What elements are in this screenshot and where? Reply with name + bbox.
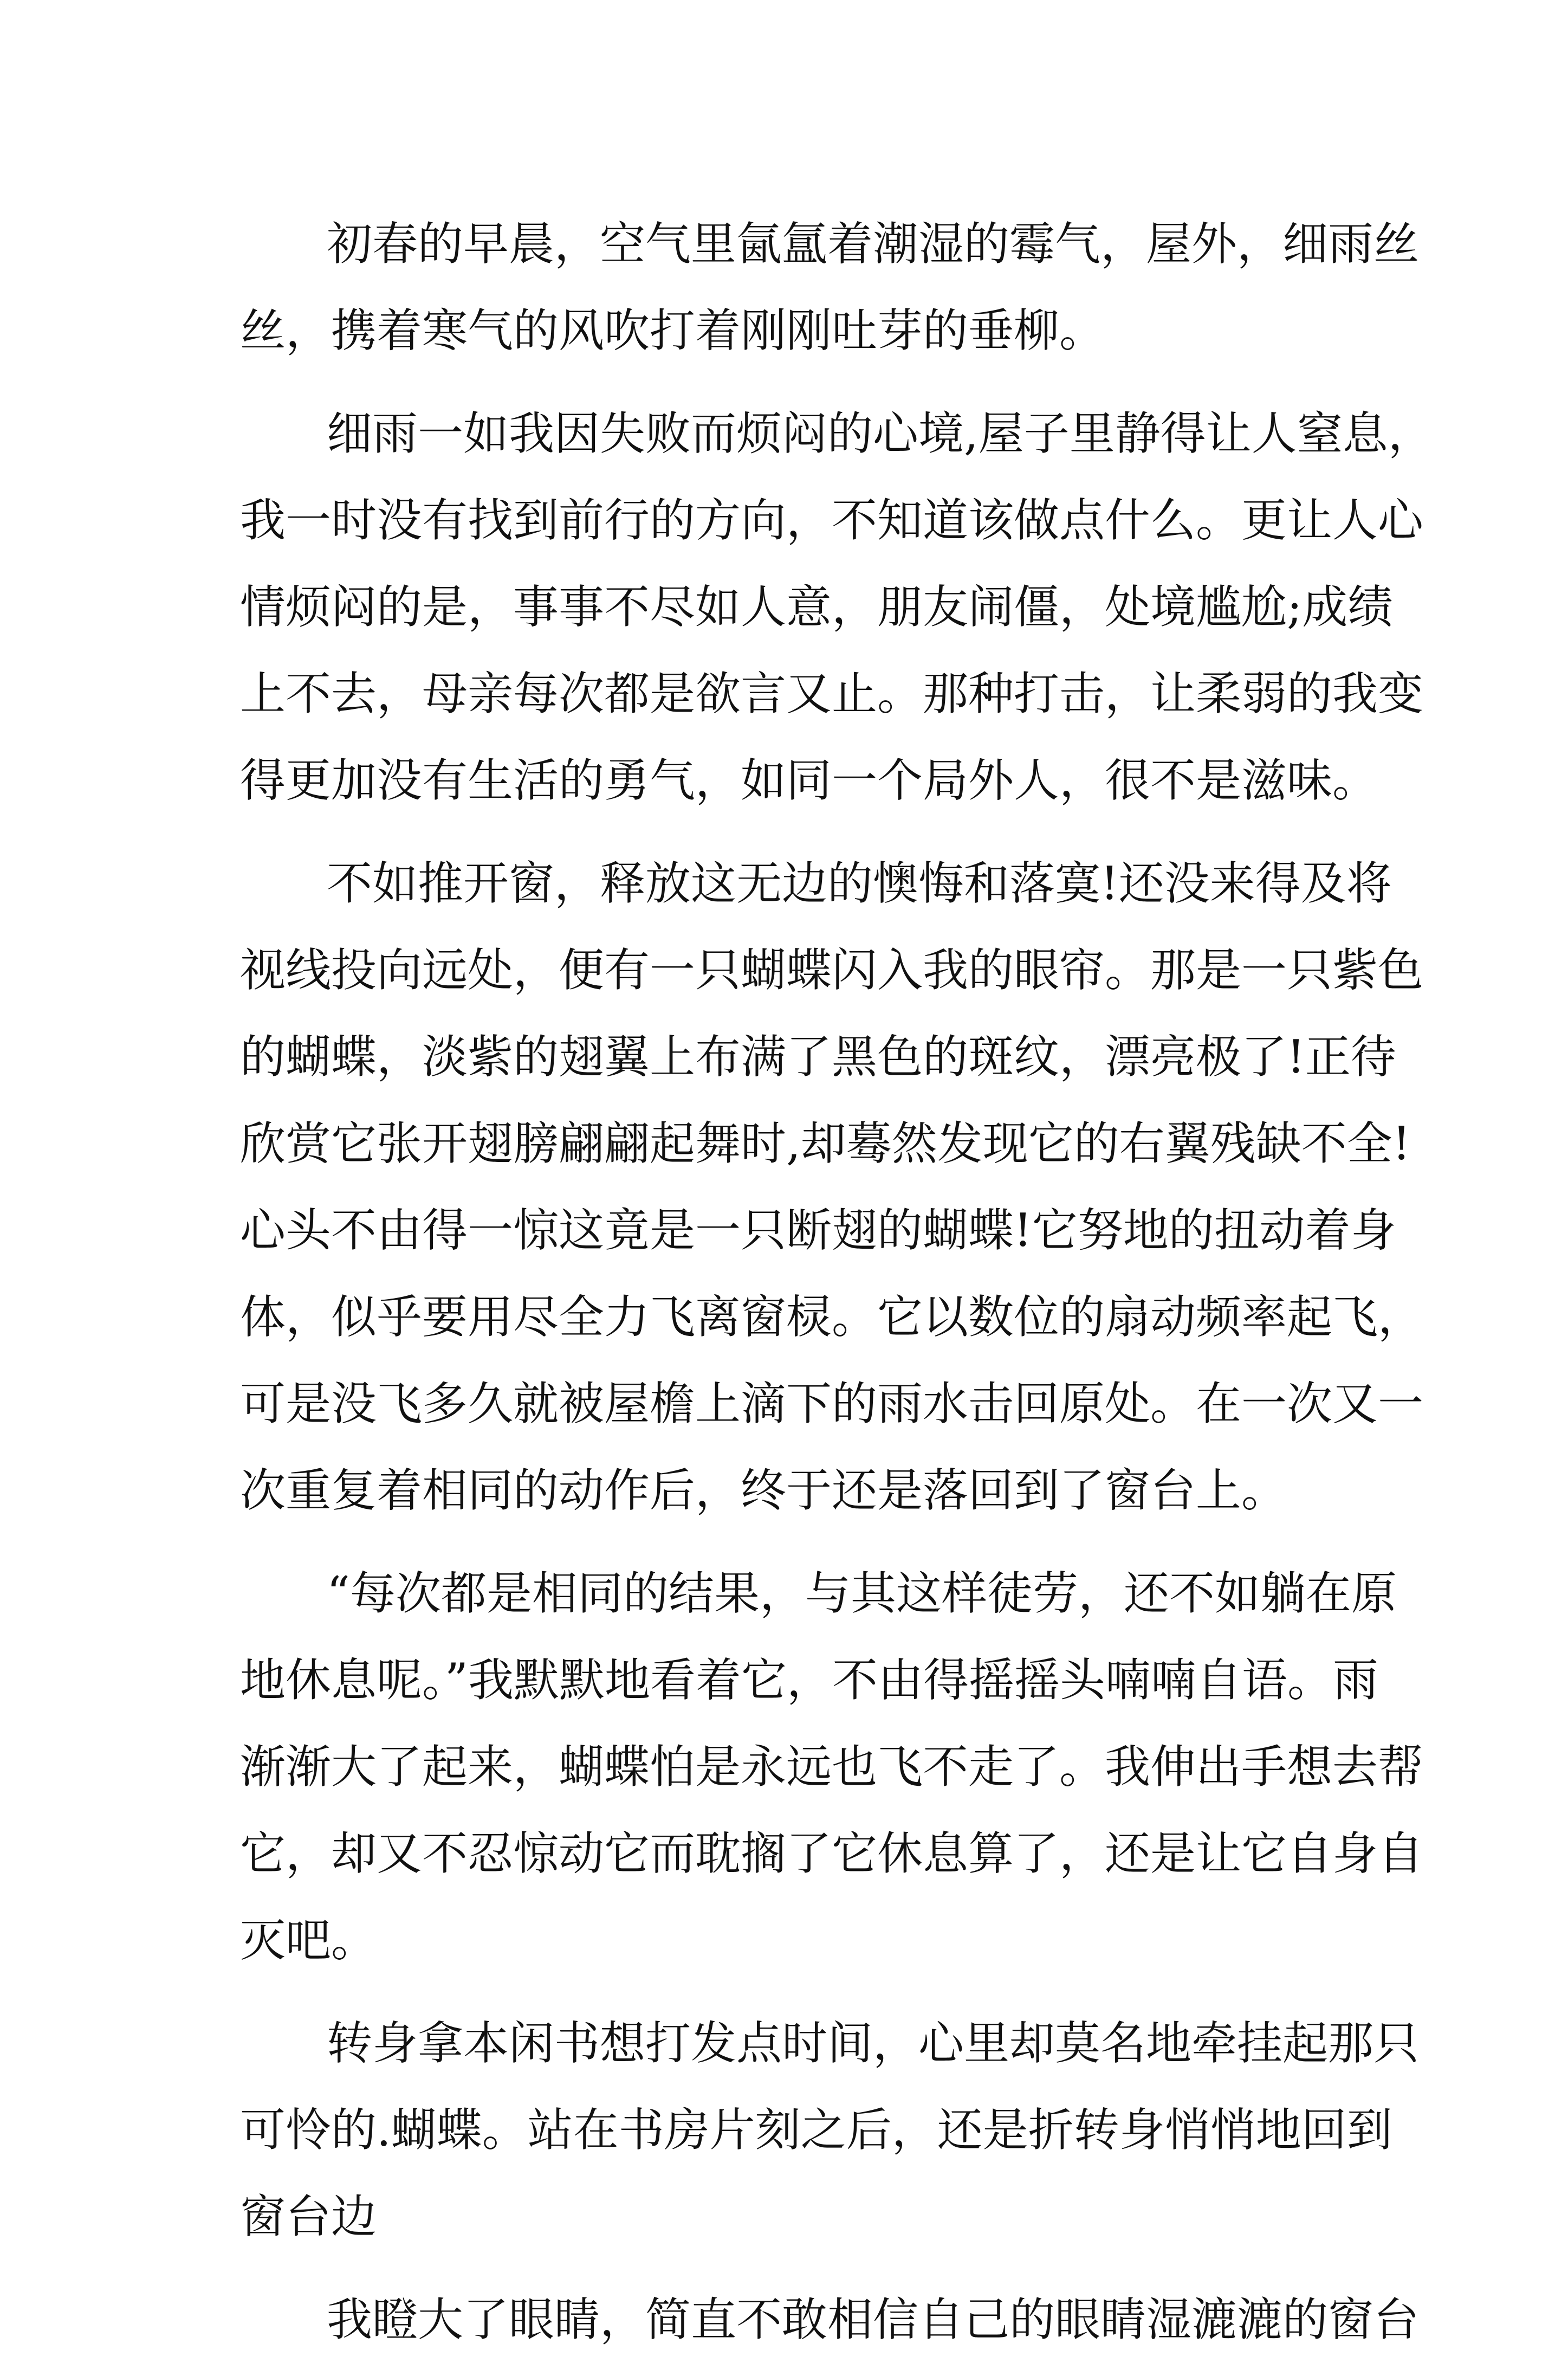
text-line: 可是没飞多久就被屋檐上滴下的雨水击回原处。在一次又一	[240, 1377, 1424, 1430]
text-line: 可怜的.蝴蝶。站在书房片刻之后，还是折转身悄悄地回到	[240, 2103, 1392, 2157]
text-line: 上不去，母亲每次都是欲言又止。那种打击，让柔弱的我变	[240, 667, 1424, 720]
text-line: 渐渐大了起来，蝴蝶怕是永远也飞不走了。我伸出手想去帮	[240, 1740, 1424, 1793]
text-line: 我瞪大了眼睛，简直不敢相信自己的眼睛湿漉漉的窗台	[327, 2293, 1420, 2346]
text-line: 次重复着相同的动作后，终于还是落回到了窗台上。	[240, 1464, 1287, 1517]
text-line: 不如推开窗，释放这无边的懊悔和落寞!还没来得及将	[327, 857, 1392, 910]
text-line: 得更加没有生活的勇气，如同一个局外人，很不是滋味。	[240, 754, 1378, 807]
text-line: 窗台边	[240, 2190, 377, 2243]
text-line: “每次都是相同的结果，与其这样徒劳，还不如躺在原	[327, 1567, 1397, 1620]
text-line: 丝，携着寒气的风吹打着刚刚吐芽的垂柳。	[240, 304, 1105, 357]
text-line: 欣赏它张开翅膀翩翩起舞时,却蓦然发现它的右翼残缺不全!	[240, 1117, 1411, 1170]
text-line: 情烦闷的是，事事不尽如人意，朋友闹僵，处境尴尬;成绩	[240, 580, 1394, 634]
text-line: 初春的早晨，空气里氤氲着潮湿的霉气，屋外，细雨丝	[327, 217, 1420, 270]
text-line: 灭吧。	[240, 1914, 377, 1967]
text-line: 细雨一如我因失败而烦闷的心境,屋子里静得让人窒息，	[327, 407, 1434, 460]
text-line: 我一时没有找到前行的方向，不知道该做点什么。更让人心	[240, 494, 1424, 547]
text-line: 转身拿本闲书想打发点时间，心里却莫名地牵挂起那只	[327, 2017, 1420, 2070]
text-line: 的蝴蝶，淡紫的翅翼上布满了黑色的斑纹，漂亮极了!正待	[240, 1030, 1396, 1083]
text-line: 地休息呢。”我默默地看着它，不由得摇摇头喃喃自语。雨	[240, 1654, 1378, 1707]
essay-body	[240, 201, 1434, 2363]
text-line: 视线投向远处，便有一只蝴蝶闪入我的眼帘。那是一只紫色	[240, 944, 1424, 997]
text-line: 心头不由得一惊这竟是一只断翅的蝴蝶!它努地的扭动着身	[240, 1204, 1396, 1257]
text-line: 体，似乎要用尽全力飞离窗棂。它以数位的扇动频率起飞，	[240, 1290, 1424, 1344]
text-line: 它，却又不忍惊动它而耽搁了它休息算了，还是让它自身自	[240, 1827, 1424, 1880]
